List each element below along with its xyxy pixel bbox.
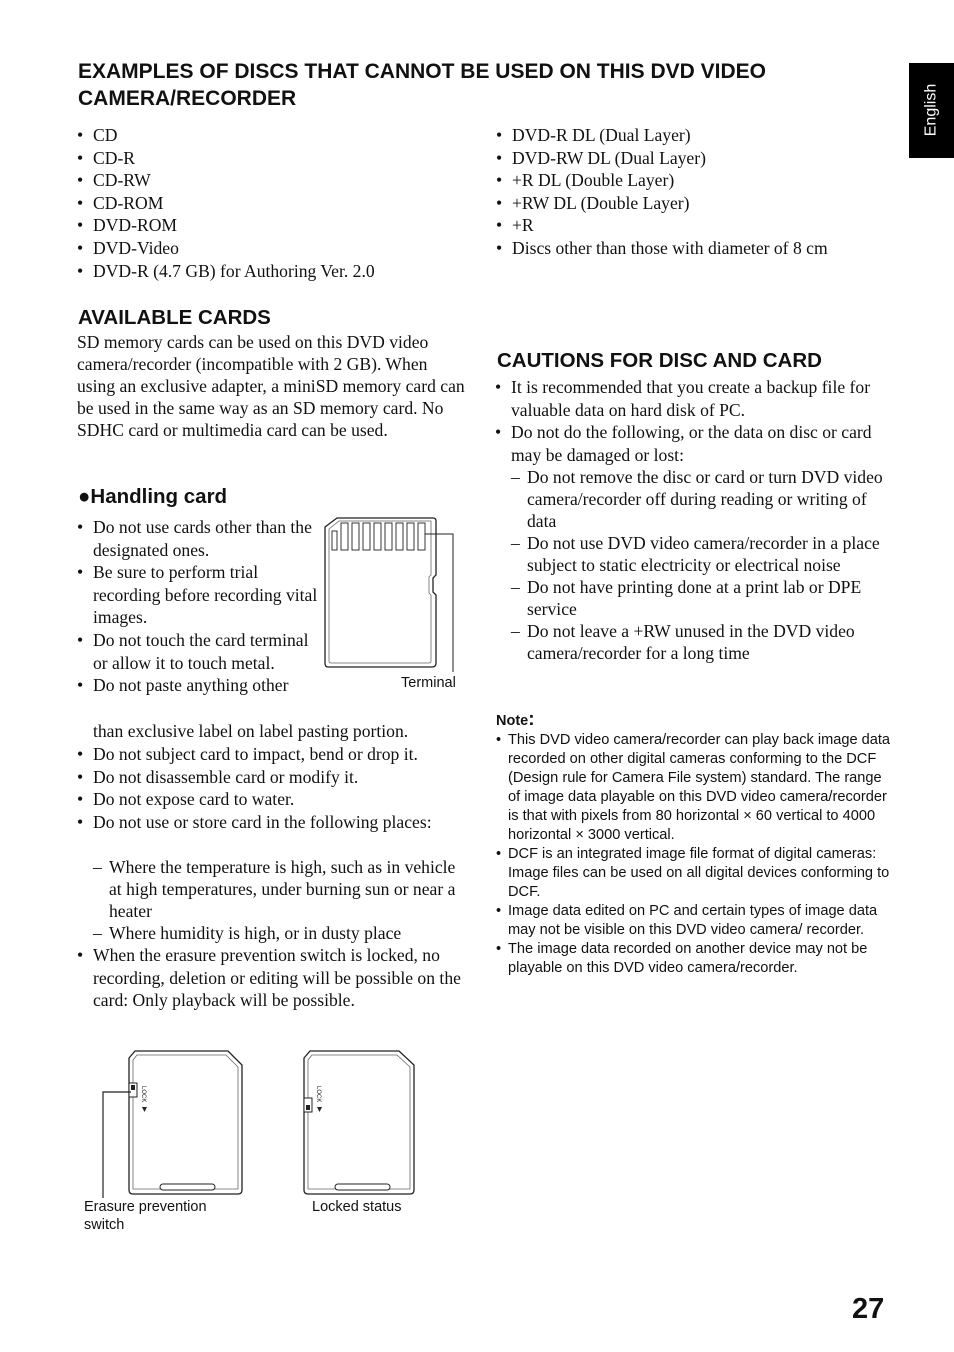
handling-list-short: [77, 516, 319, 697]
terminal-label: Terminal: [401, 675, 456, 691]
list-item: • CD-ROM: [77, 192, 164, 213]
list-item: – Do not remove the disc or card or turn DVD video camera/recorder off during reading or writing of data: [511, 467, 883, 531]
erasure-list: [77, 944, 469, 1012]
places-list: [91, 856, 469, 944]
lock-label: LOCK: [315, 1086, 321, 1103]
lock-switch-slider: [131, 1085, 135, 1090]
lock-label: LOCK: [140, 1086, 146, 1103]
language-tab-label: English: [922, 83, 940, 137]
list-item: • Do not paste anything other: [77, 675, 289, 696]
disc-list-right: [496, 124, 896, 260]
label-slot: [335, 1184, 390, 1190]
lock-switch-slider: [306, 1105, 310, 1110]
paste-continuation: than exclusive label on label pasting portion.: [93, 721, 409, 741]
available-cards-heading: AVAILABLE CARDS: [78, 306, 271, 329]
sd-card-outline: [304, 1051, 414, 1194]
list-item: • Do not expose card to water.: [77, 789, 295, 810]
list-item: • The image data recorded on another device may not be playable on this DVD video camera/recorder.: [496, 941, 868, 976]
erasure-leader-line: [103, 1092, 131, 1198]
list-item: • Do not disassemble card or modify it.: [77, 766, 359, 787]
list-item: • DVD-R (4.7 GB) for Authoring Ver. 2.0: [77, 260, 375, 281]
list-item: • CD-R: [77, 147, 136, 168]
handling-card-heading: ●Handling card: [78, 485, 228, 508]
list-item: • +R DL (Double Layer): [496, 170, 675, 191]
list-item: – Where the temperature is high, such as in vehicle at high temperatures, under burning sun or near a heater: [93, 857, 456, 921]
terminal-contacts: [332, 523, 425, 550]
erasure-prevention-label: Erasure prevention switch: [84, 1199, 207, 1233]
sd-card-outline: [129, 1051, 242, 1194]
page-number: 27: [852, 1293, 885, 1325]
list-item: • CD-RW: [77, 170, 151, 191]
list-item: • Do not use cards other than the designated ones.: [77, 517, 312, 560]
note-list: [496, 731, 892, 978]
list-item: • Be sure to perform trial recording before recording vital images.: [77, 562, 318, 628]
list-item: • Image data edited on PC and certain types of image data may not be visible on this DVD video camera/ recorder.: [496, 903, 878, 938]
page-title: EXAMPLES OF DISCS THAT CANNOT BE USED ON THIS DVD VIDEO CAMERA/RECORDER: [78, 60, 766, 110]
sd-card-locked-illustration: [270, 1048, 420, 1203]
list-item: • +R: [496, 215, 534, 236]
cautions-sub-list: [509, 466, 893, 664]
sd-card-terminal-illustration: [318, 515, 468, 675]
list-item: – Do not use DVD video camera/recorder in a place subject to static electricity or electrical noise: [511, 533, 880, 575]
list-item: – Do not leave a +RW unused in the DVD video camera/recorder for a long time: [511, 621, 855, 663]
list-item: • DVD-ROM: [77, 215, 178, 236]
cautions-heading: CAUTIONS FOR DISC AND CARD: [497, 349, 822, 372]
list-item: • Do not use or store card in the following places:: [77, 811, 432, 832]
list-item: • Discs other than those with diameter of 8 cm: [496, 237, 828, 258]
list-item: • DCF is an integrated image file format of digital cameras: Image files can be used on all digital devices conforming to DCF.: [496, 846, 890, 900]
disc-list-left: [77, 124, 477, 282]
list-item: • CD: [77, 125, 118, 145]
label-slot: [160, 1184, 215, 1190]
available-cards-text: SD memory cards can be used on this DVD video camera/recorder (incompatible with 2 GB). When using an exclusive adapter, a miniSD memory card can be used in the same way as an SD memory card. No SDHC card or multimedia card can be used.: [77, 332, 465, 440]
list-item: • When the erasure prevention switch is locked, no recording, deletion or editing will be possible on the card: Only playback will be possible.: [77, 945, 461, 1011]
list-item: – Do not have printing done at a print lab or DPE service: [511, 577, 862, 619]
list-item: • Do not touch the card terminal or allow it to touch metal.: [77, 629, 309, 673]
list-item: • DVD-RW DL (Dual Layer): [496, 147, 706, 168]
list-item: • DVD-R DL (Dual Layer): [496, 125, 691, 145]
list-item: • This DVD video camera/recorder can play back image data recorded on other digital cameras conforming to the DCF (Design rule for Camera File system) standard. The range of image data playable on this DVD video camera/recorder is that with pixels from 80 horizontal × 60 vertical to 4000 horizontal × 3000 vertical.: [496, 732, 891, 843]
list-item: • Do not subject card to impact, bend or drop it.: [77, 744, 418, 764]
handling-list-full: [77, 743, 469, 833]
list-item: • Do not do the following, or the data on disc or card may be damaged or lost:: [495, 422, 872, 465]
sd-card-unlocked-illustration: [100, 1048, 250, 1203]
list-item: – Where humidity is high, or in dusty place: [93, 923, 402, 943]
list-item: • +RW DL (Double Layer): [496, 192, 690, 213]
locked-status-label: Locked status: [312, 1199, 402, 1215]
note-heading: Note:: [496, 709, 535, 730]
list-item: • It is recommended that you create a backup file for valuable data on hard disk of PC.: [495, 377, 871, 420]
cautions-list: [495, 376, 893, 466]
language-tab: [909, 63, 954, 158]
bullet-marker-icon: ●: [78, 485, 91, 508]
list-item: • DVD-Video: [77, 237, 179, 258]
